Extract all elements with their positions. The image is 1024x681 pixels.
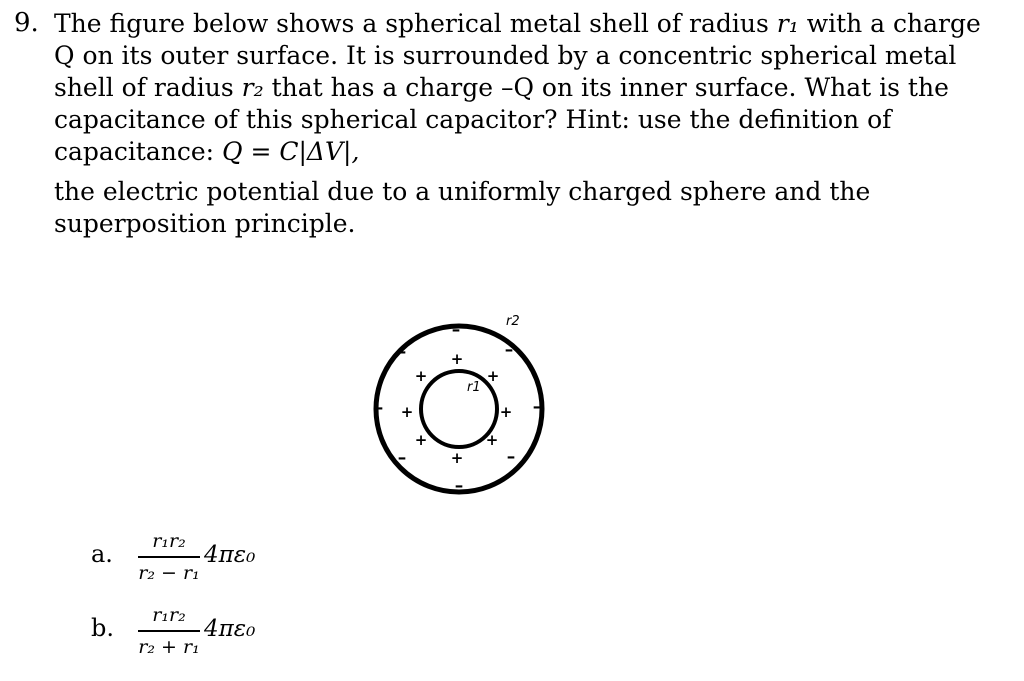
option-b-denominator: r₂ + r₁ [138, 636, 200, 658]
plus-charge: + [486, 367, 500, 385]
option-b-letter: b. [91, 614, 114, 642]
inner-radius-label: r1 [467, 380, 481, 395]
plus-charge: + [450, 350, 464, 368]
plus-charge: + [485, 431, 499, 449]
r1-symbol: r₁ [776, 9, 799, 38]
minus-charge: – [532, 397, 542, 417]
outer-radius-label: r2 [506, 314, 520, 329]
minus-charge: – [454, 476, 464, 496]
option-b-factor: 4πε₀ [204, 616, 256, 642]
minus-charge: – [506, 447, 516, 467]
minus-charge: – [374, 398, 384, 418]
plus-charge: + [414, 367, 428, 385]
plus-charge: + [499, 403, 513, 421]
minus-charge: – [451, 320, 461, 340]
question-text-part1: The figure below shows a spherical metal shell of radius [54, 9, 777, 38]
capacitance-formula: Q = C|ΔV|, [222, 137, 360, 166]
question-text-part3: that has a charge –Q on its inner surface. What is the capacitance of this spherical capacitor? Hint: use the definition of capacitance: [54, 73, 949, 166]
option-b-expression [138, 598, 338, 668]
plus-charge: + [450, 449, 464, 467]
option-a-expression [138, 524, 338, 594]
option-b-numerator: r₁r₂ [152, 604, 186, 626]
option-a-numerator: r₁r₂ [152, 530, 186, 552]
question-text-part4: the electric potential due to a uniformly charged sphere and the superposition principle. [54, 177, 871, 238]
option-b-fraction-bar [138, 630, 200, 632]
option-a-fraction-bar [138, 556, 200, 558]
plus-charge: + [414, 431, 428, 449]
question-number: 9. [14, 8, 39, 38]
minus-charge: – [504, 340, 514, 360]
option-a-letter: a. [91, 540, 113, 568]
option-a-factor: 4πε₀ [204, 542, 256, 568]
minus-charge: – [397, 342, 407, 362]
spherical-capacitor-figure [359, 307, 559, 507]
r2-symbol: r₂ [241, 73, 264, 102]
question-text-part2: with a charge Q on its outer surface. It is surrounded by a concentric spherical metal shell of radius [54, 9, 981, 102]
option-a-denominator: r₂ − r₁ [138, 562, 200, 584]
plus-charge: + [400, 403, 414, 421]
question-text [54, 8, 984, 240]
minus-charge: – [397, 448, 407, 468]
